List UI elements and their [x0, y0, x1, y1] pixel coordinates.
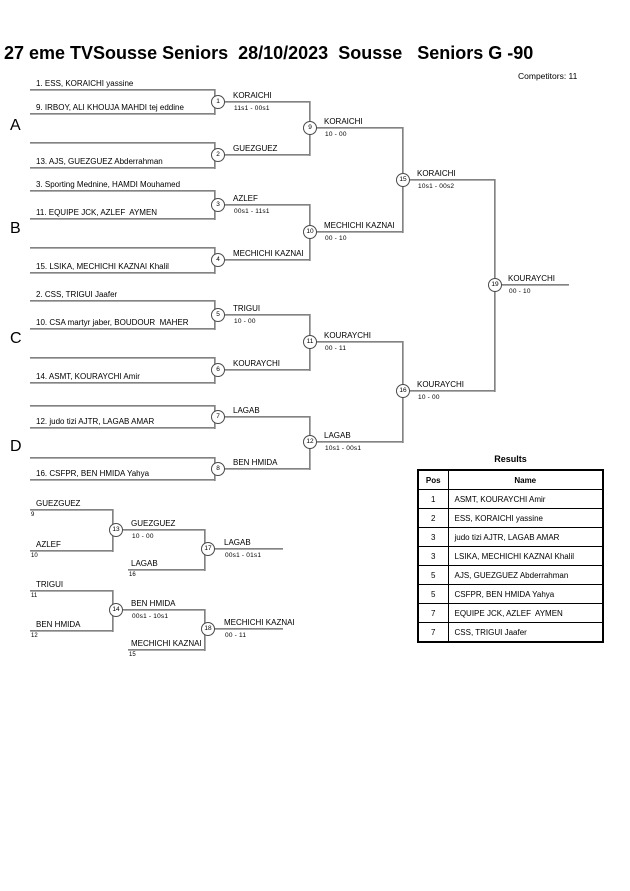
- match-score-12: 10s1 - 00s1: [325, 445, 362, 452]
- match-winner-2: GUEZGUEZ: [233, 144, 278, 153]
- match-score-14: 00s1 - 10s1: [132, 613, 169, 620]
- result-pos: 7: [418, 604, 448, 623]
- entry-competitor: 14. ASMT, KOURAYCHI Amir: [36, 372, 140, 381]
- match-winner-13: GUEZGUEZ: [131, 519, 176, 528]
- results-header-row: [418, 470, 603, 490]
- match-winner-5: TRIGUI: [233, 304, 261, 313]
- result-row: [418, 528, 603, 547]
- result-row: [418, 509, 603, 528]
- bracket-line-horizontal: [310, 231, 403, 233]
- match-winner-11: KOURAYCHI: [324, 331, 371, 340]
- match-winner-17: LAGAB: [224, 538, 251, 547]
- result-name: AJS, GUEZGUEZ Abderrahman: [448, 566, 603, 585]
- match-circle-16: 16: [396, 384, 410, 398]
- result-name: CSS, TRIGUI Jaafer: [448, 623, 603, 643]
- bracket-line-horizontal: [218, 369, 310, 371]
- bracket-line-horizontal: [30, 457, 215, 459]
- bracket-line-horizontal: [218, 259, 310, 261]
- bracket-line-horizontal: [30, 167, 215, 169]
- result-pos: 1: [418, 490, 448, 509]
- bracket-line-horizontal: [208, 628, 283, 630]
- bracket-line-horizontal: [30, 630, 113, 632]
- entry-competitor: 3. Sporting Mednine, HAMDI Mouhamed: [36, 180, 181, 189]
- match-score-15: 10s1 - 00s2: [418, 183, 455, 190]
- match-winner-14: BEN HMIDA: [131, 599, 176, 608]
- result-pos: 3: [418, 528, 448, 547]
- match-winner-7: LAGAB: [233, 406, 260, 415]
- results-title: Results: [494, 454, 527, 464]
- bracket-line-horizontal: [30, 328, 215, 330]
- bracket-line-horizontal: [128, 649, 205, 651]
- match-circle-9: 9: [303, 121, 317, 135]
- bracket-line-horizontal: [30, 218, 215, 220]
- match-score-10: 00 - 10: [325, 235, 347, 242]
- result-name: ASMT, KOURAYCHI Amir: [448, 490, 603, 509]
- match-circle-19: 19: [488, 278, 502, 292]
- bracket-line-horizontal: [30, 113, 215, 115]
- result-name: LSIKA, MECHICHI KAZNAI Khalil: [448, 547, 603, 566]
- result-pos: 3: [418, 547, 448, 566]
- repechage-ref: 12: [31, 633, 38, 639]
- bracket-line-horizontal: [30, 272, 215, 274]
- result-row: [418, 547, 603, 566]
- page-title: 27 eme TVSousse Seniors 28/10/2023 Sousse Seniors G -90: [4, 43, 534, 63]
- match-winner-12: LAGAB: [324, 431, 351, 440]
- entry-competitor: 1. ESS, KORAICHI yassine: [36, 79, 134, 88]
- bracket-line-horizontal: [208, 548, 283, 550]
- bracket-line-horizontal: [116, 529, 205, 531]
- result-pos: 7: [418, 623, 448, 643]
- repechage-ref: 15: [129, 652, 136, 658]
- bracket-line-horizontal: [310, 127, 403, 129]
- entry-competitor: 2. CSS, TRIGUI Jaafer: [36, 290, 118, 299]
- match-circle-13: 13: [109, 523, 123, 537]
- bracket-line-horizontal: [30, 427, 215, 429]
- match-circle-5: 5: [211, 308, 225, 322]
- bracket-line-horizontal: [116, 609, 205, 611]
- result-row: [418, 566, 603, 585]
- repechage-entry: LAGAB: [131, 559, 158, 568]
- results-header-name: Name: [448, 470, 603, 490]
- group-label-b: B: [10, 220, 21, 237]
- result-name: judo tizi AJTR, LAGAB AMAR: [448, 528, 603, 547]
- match-score-13: 10 - 00: [132, 533, 154, 540]
- result-name: CSFPR, BEN HMIDA Yahya: [448, 585, 603, 604]
- match-circle-8: 8: [211, 462, 225, 476]
- bracket-line-horizontal: [310, 341, 403, 343]
- results-header-pos: Pos: [418, 470, 448, 490]
- match-circle-7: 7: [211, 410, 225, 424]
- bracket-line-horizontal: [218, 101, 310, 103]
- match-winner-19: KOURAYCHI: [508, 274, 555, 283]
- bracket-line-horizontal: [30, 550, 113, 552]
- match-circle-15: 15: [396, 173, 410, 187]
- match-winner-18: MECHICHI KAZNAI: [224, 618, 295, 627]
- match-score-11: 00 - 11: [325, 345, 347, 352]
- match-circle-14: 14: [109, 603, 123, 617]
- entry-competitor: 9. IRBOY, ALI KHOUJA MAHDI tej eddine: [36, 103, 184, 112]
- bracket-line-horizontal: [30, 142, 215, 144]
- match-winner-8: BEN HMIDA: [233, 458, 278, 467]
- result-row: [418, 623, 603, 643]
- bracket-line-horizontal: [403, 179, 495, 181]
- bracket-line-horizontal: [30, 190, 215, 192]
- bracket-line-horizontal: [403, 390, 495, 392]
- match-score-16: 10 - 00: [418, 394, 440, 401]
- match-circle-10: 10: [303, 225, 317, 239]
- repechage-entry: AZLEF: [36, 540, 61, 549]
- repechage-ref: 11: [31, 593, 38, 599]
- repechage-ref: 9: [31, 512, 35, 518]
- results-table: [417, 469, 604, 643]
- match-winner-3: AZLEF: [233, 194, 258, 203]
- bracket-line-horizontal: [128, 569, 205, 571]
- match-circle-1: 1: [211, 95, 225, 109]
- bracket-line-horizontal: [218, 314, 310, 316]
- repechage-ref: 16: [129, 572, 136, 578]
- match-score-19: 00 - 10: [509, 288, 531, 295]
- entry-competitor: 12. judo tizi AJTR, LAGAB AMAR: [36, 417, 155, 426]
- repechage-entry: MECHICHI KAZNAI: [131, 639, 202, 648]
- entry-competitor: 10. CSA martyr jaber, BOUDOUR MAHER: [36, 318, 189, 327]
- result-row: [418, 604, 603, 623]
- repechage-ref: 10: [31, 553, 38, 559]
- match-score-18: 00 - 11: [225, 632, 247, 639]
- entry-competitor: 11. EQUIPE JCK, AZLEF AYMEN: [36, 208, 158, 217]
- repechage-entry: TRIGUI: [36, 580, 64, 589]
- match-circle-12: 12: [303, 435, 317, 449]
- bracket-line-horizontal: [30, 590, 113, 592]
- entry-competitor: 15. LSIKA, MECHICHI KAZNAI Khalil: [36, 262, 169, 271]
- group-label-d: D: [10, 438, 22, 455]
- bracket-line-horizontal: [495, 284, 569, 286]
- match-winner-15: KORAICHI: [417, 169, 456, 178]
- competitors-count: Competitors: 11: [518, 71, 578, 81]
- match-circle-3: 3: [211, 198, 225, 212]
- result-pos: 5: [418, 585, 448, 604]
- bracket-line-horizontal: [30, 89, 215, 91]
- match-winner-1: KORAICHI: [233, 91, 272, 100]
- entry-competitor: 13. AJS, GUEZGUEZ Abderrahman: [36, 157, 163, 166]
- match-winner-16: KOURAYCHI: [417, 380, 464, 389]
- result-name: ESS, KORAICHI yassine: [448, 509, 603, 528]
- bracket-line-horizontal: [30, 247, 215, 249]
- bracket-line-horizontal: [30, 382, 215, 384]
- match-score-5: 10 - 00: [234, 318, 256, 325]
- bracket-line-horizontal: [30, 509, 113, 511]
- bracket-line-horizontal: [218, 154, 310, 156]
- repechage-entry: GUEZGUEZ: [36, 499, 81, 508]
- result-name: EQUIPE JCK, AZLEF AYMEN: [448, 604, 603, 623]
- bracket-line-horizontal: [218, 416, 310, 418]
- result-pos: 2: [418, 509, 448, 528]
- match-winner-4: MECHICHI KAZNAI: [233, 249, 304, 258]
- results-table-body: [418, 490, 603, 643]
- match-circle-17: 17: [201, 542, 215, 556]
- match-score-17: 00s1 - 01s1: [225, 552, 262, 559]
- result-row: [418, 585, 603, 604]
- bracket-line-horizontal: [30, 405, 215, 407]
- match-circle-11: 11: [303, 335, 317, 349]
- entry-competitor: 16. CSFPR, BEN HMIDA Yahya: [36, 469, 150, 478]
- match-winner-9: KORAICHI: [324, 117, 363, 126]
- bracket-line-horizontal: [218, 468, 310, 470]
- match-winner-10: MECHICHI KAZNAI: [324, 221, 395, 230]
- bracket-line-horizontal: [30, 357, 215, 359]
- match-score-9: 10 - 00: [325, 131, 347, 138]
- group-label-c: C: [10, 330, 22, 347]
- group-label-a: A: [10, 117, 21, 134]
- result-row: [418, 490, 603, 509]
- match-score-1: 11s1 - 00s1: [234, 105, 270, 112]
- match-winner-6: KOURAYCHI: [233, 359, 280, 368]
- match-circle-18: 18: [201, 622, 215, 636]
- match-circle-4: 4: [211, 253, 225, 267]
- match-score-3: 00s1 - 11s1: [234, 208, 270, 215]
- bracket-line-horizontal: [218, 204, 310, 206]
- repechage-entry: BEN HMIDA: [36, 620, 81, 629]
- match-circle-6: 6: [211, 363, 225, 377]
- bracket-line-horizontal: [30, 300, 215, 302]
- bracket-line-horizontal: [310, 441, 403, 443]
- bracket-line-horizontal: [30, 479, 215, 481]
- match-circle-2: 2: [211, 148, 225, 162]
- result-pos: 5: [418, 566, 448, 585]
